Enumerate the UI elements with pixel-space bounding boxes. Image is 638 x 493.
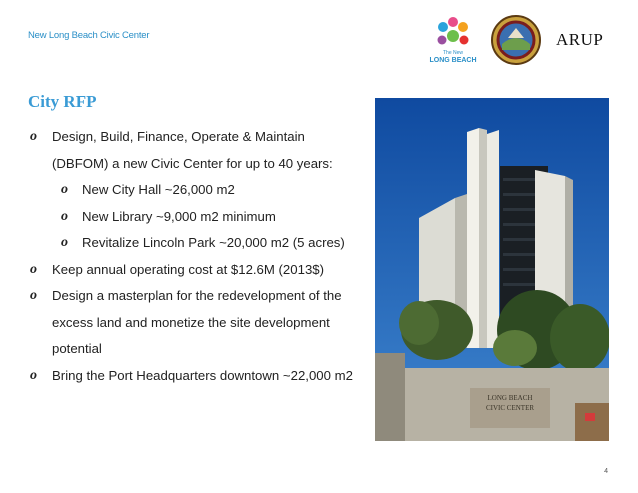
bullet-item — [30, 257, 360, 284]
header-title: New Long Beach Civic Center — [28, 30, 150, 41]
sub-bullet-item — [30, 204, 360, 231]
svg-text:LONG BEACH: LONG BEACH — [429, 57, 477, 64]
svg-text:CIVIC CENTER: CIVIC CENTER — [485, 404, 535, 412]
city-seal-logo — [490, 14, 542, 66]
page-number: 4 — [604, 468, 608, 475]
sub-bullet-item — [30, 230, 360, 257]
bullet-marker-icon: o — [30, 129, 37, 144]
bullet-text: Keep annual operating cost at $12.6M (2013$) — [52, 261, 324, 277]
bullet-text: New City Hall ~26,000 m2 — [82, 182, 235, 197]
bullet-list — [30, 124, 360, 389]
bullet-text: New Library ~9,000 m2 minimum — [82, 208, 276, 224]
arup-logo: ARUP — [556, 30, 604, 49]
bullet-text: Design a masterplan for the redevelopment of the excess land and monetize the site development potential — [52, 288, 342, 356]
svg-text:The New: The New — [442, 50, 464, 56]
bullet-text: Bring the Port Headquarters downtown ~22,000 m2 — [52, 367, 353, 383]
sub-bullet-item — [30, 177, 360, 204]
bullet-marker-icon: o — [30, 288, 37, 303]
slide-title: City RFP — [28, 92, 97, 111]
bullet-marker-icon: o — [61, 208, 68, 224]
bullet-text: Design, Build, Finance, Operate & Maintain (DBFOM) a new Civic Center for up to 40 years: — [52, 129, 333, 171]
bullet-item — [30, 124, 360, 177]
bullet-marker-icon: o — [30, 367, 37, 383]
bullet-marker-icon: o — [61, 235, 68, 250]
bullet-item — [30, 363, 360, 390]
bullet-marker-icon: o — [30, 261, 37, 277]
bullet-marker-icon: o — [61, 182, 68, 197]
civic-center-photo — [375, 98, 609, 441]
long-beach-logo — [428, 14, 478, 66]
bullet-item — [30, 283, 360, 363]
bullet-text: Revitalize Lincoln Park ~20,000 m2 (5 acres) — [82, 235, 345, 250]
svg-text:LONG BEACH: LONG BEACH — [487, 394, 533, 402]
